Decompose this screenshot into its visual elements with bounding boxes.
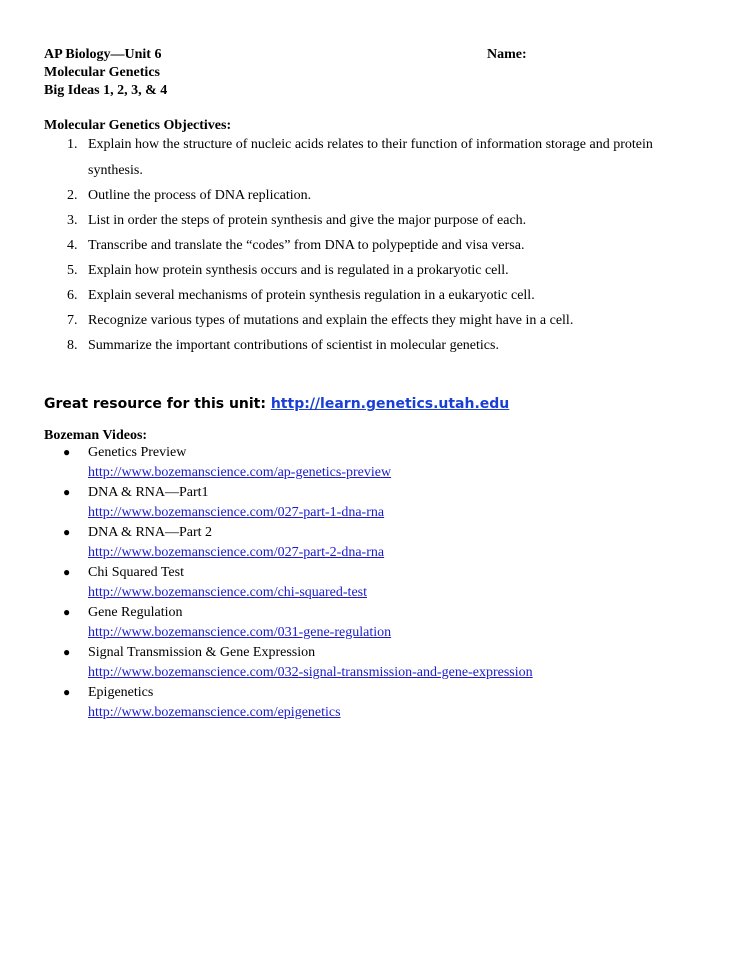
objective-text: Outline the process of DNA replication.	[88, 188, 312, 203]
video-link[interactable]: http://www.bozemanscience.com/epigenetics	[88, 704, 341, 720]
objective-text-continued: synthesis.	[88, 163, 143, 178]
course-title: AP Biology—Unit 6	[44, 47, 162, 62]
bozeman-heading: Bozeman Videos:	[44, 428, 148, 443]
video-title: Gene Regulation	[88, 605, 183, 620]
objective-text: Explain how the structure of nucleic acids relates to their function of information storage and protein	[88, 137, 653, 152]
bullet-icon: ●	[63, 485, 71, 499]
objective-number: 2.	[67, 188, 78, 203]
objective-item	[44, 136, 694, 180]
video-item	[44, 443, 664, 482]
bullet-icon: ●	[63, 605, 71, 619]
video-title: Chi Squared Test	[88, 565, 184, 580]
objective-number: 8.	[67, 338, 78, 353]
objective-number: 7.	[67, 313, 78, 328]
video-item	[44, 483, 664, 522]
video-item	[44, 683, 664, 722]
objectives-heading: Molecular Genetics Objectives:	[44, 118, 232, 133]
video-link[interactable]: http://www.bozemanscience.com/027-part-2-dna-rna	[88, 544, 385, 560]
bullet-icon: ●	[63, 525, 71, 539]
objectives-list	[44, 136, 694, 362]
video-item	[44, 523, 664, 562]
objective-text: Explain several mechanisms of protein synthesis regulation in a eukaryotic cell.	[88, 288, 535, 303]
video-title: Epigenetics	[88, 685, 154, 700]
objective-text: Explain how protein synthesis occurs and is regulated in a prokaryotic cell.	[88, 263, 509, 278]
objective-item	[44, 237, 694, 255]
resource-label: Great resource for this unit:	[44, 396, 271, 412]
objective-number: 4.	[67, 238, 78, 253]
objective-text: List in order the steps of protein synthesis and give the major purpose of each.	[88, 213, 527, 228]
video-item	[44, 563, 664, 602]
objective-number: 3.	[67, 213, 78, 228]
video-item	[44, 603, 664, 642]
video-item	[44, 643, 664, 682]
objective-number: 6.	[67, 288, 78, 303]
bullet-icon: ●	[63, 565, 71, 579]
video-link[interactable]: http://www.bozemanscience.com/027-part-1-dna-rna	[88, 504, 385, 520]
video-link[interactable]: http://www.bozemanscience.com/031-gene-regulation	[88, 624, 392, 640]
video-title: Signal Transmission & Gene Expression	[88, 645, 316, 660]
objective-item	[44, 212, 694, 230]
objective-number: 1.	[67, 137, 78, 152]
video-title: Genetics Preview	[88, 445, 187, 460]
video-link[interactable]: http://www.bozemanscience.com/ap-genetics-preview	[88, 464, 392, 480]
objective-text: Transcribe and translate the “codes” from DNA to polypeptide and visa versa.	[88, 238, 525, 253]
objective-item	[44, 312, 694, 330]
objective-item	[44, 287, 694, 305]
objective-item	[44, 187, 694, 205]
objective-number: 5.	[67, 263, 78, 278]
video-link[interactable]: http://www.bozemanscience.com/chi-squared-test	[88, 584, 367, 600]
video-title: DNA & RNA—Part1	[88, 485, 209, 500]
document-header	[44, 46, 664, 100]
bozeman-video-list	[44, 443, 664, 723]
big-ideas-line: Big Ideas 1, 2, 3, & 4	[44, 83, 168, 98]
bullet-icon: ●	[63, 685, 71, 699]
video-link[interactable]: http://www.bozemanscience.com/032-signal-transmission-and-gene-expression	[88, 664, 533, 680]
objective-text: Recognize various types of mutations and explain the effects they might have in a cell.	[88, 313, 574, 328]
resource-line	[44, 395, 509, 413]
objective-item	[44, 262, 694, 280]
objective-text: Summarize the important contributions of scientist in molecular genetics.	[88, 338, 499, 353]
bullet-icon: ●	[63, 445, 71, 459]
video-title: DNA & RNA—Part 2	[88, 525, 213, 540]
topic-title: Molecular Genetics	[44, 65, 160, 80]
name-label: Name:	[487, 47, 527, 62]
resource-link[interactable]: http://learn.genetics.utah.edu	[270, 396, 510, 412]
bullet-icon: ●	[63, 645, 71, 659]
objective-item	[44, 337, 694, 355]
